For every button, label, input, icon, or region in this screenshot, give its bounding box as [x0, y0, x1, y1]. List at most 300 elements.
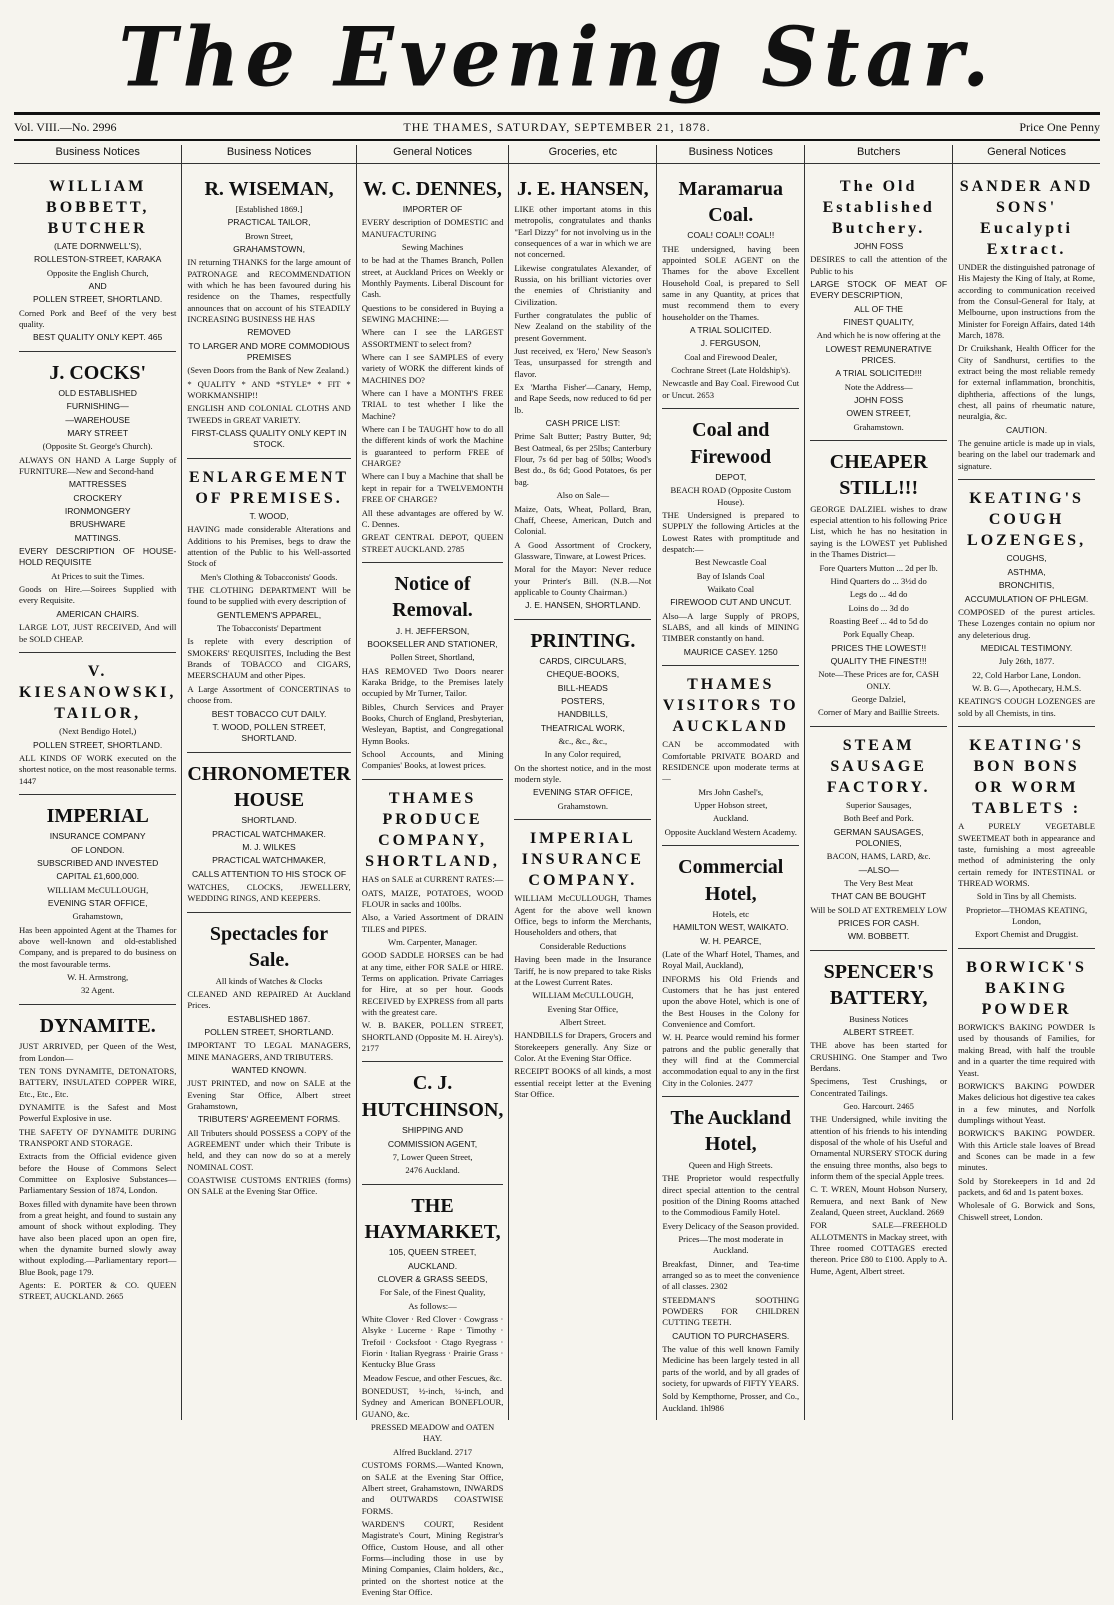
advertisement-text: CLOVER & GRASS SEEDS, — [377, 1274, 488, 1284]
advertisement-text: JOHN FOSS — [854, 394, 904, 405]
advertisement-text: Sold by Kempthorne, Prosser, and Co., Auckland. 1hl986 — [662, 1391, 800, 1413]
advertisement-text: ROLLESTON-STREET, KARAKA — [34, 254, 162, 265]
advertisement-text: * QUALITY * AND *STYLE* * FIT * WORKMANSHIP!! — [187, 378, 351, 401]
advertisement-text: [Established 1869.] — [235, 203, 303, 214]
advertisement-text: DESIRES to call the attention of the Public to his — [810, 254, 948, 276]
advertisement-text: Moral for the Mayor: Never reduce your Printer's Bill. (N.B.—Not applicable to County Chairman.) — [514, 564, 652, 597]
advertisement-text: Coal and Firewood Dealer, — [684, 351, 778, 362]
issue-price: Price One Penny — [1019, 120, 1100, 134]
advertisement-title: IMPERIAL INSURANCE COMPANY. — [521, 830, 644, 890]
advertisement-text: THE Undersigned, while inviting the attention of his friends to his intending disposal of the whole of his Useful and Ornamental NURSERY STOCK during the ensuing three months, also begs to inform them of the special Apple trees. — [810, 1114, 948, 1181]
advertisement-text: Upper Hobson street, — [694, 800, 768, 811]
advertisement-text: Further congratulates the public of New Zealand on the stability of the present Government. — [514, 310, 652, 343]
advertisement-text: TRIBUTERS' AGREEMENT FORMS. — [197, 1114, 341, 1125]
advertisement-text: FINEST QUALITY, — [843, 316, 915, 327]
advertisement-title: WILLIAM BOBBETT, BUTCHER — [46, 177, 150, 237]
advertisement-text: 7, Lower Queen Street, — [392, 1151, 473, 1162]
advertisement-text: SUBSCRIBED AND INVESTED — [37, 857, 159, 868]
advertisement-text: THE CLOTHING DEPARTMENT Will be found to be supplied with every description of — [187, 585, 351, 607]
advertisement-text: Where can I see the LARGEST ASSORTMENT to select from? — [361, 327, 504, 349]
advertisement-title: Notice of Removal. — [392, 572, 473, 622]
advertisement — [187, 915, 350, 1205]
advertisement-text: Is replete with every description of SMOKERS' REQUISITES, Including the Best Brands of TOBACCO and CIGARS, MEERSCHAUM and other Pipes. — [187, 636, 351, 681]
advertisement-title: J. E. HANSEN, — [516, 177, 649, 200]
advertisement-text: EVENING STAR OFFICE, — [47, 898, 148, 909]
advertisement-text: Pork Equally Cheap. — [842, 629, 915, 640]
advertisement-text: Meadow Fescue, and other Fescues, &c. — [363, 1372, 502, 1383]
column-header: Groceries, etc — [509, 145, 656, 164]
advertisement — [662, 170, 799, 410]
advertisement-text: BEACH ROAD (Opposite Custom House). — [670, 485, 792, 507]
advertisement-text: Opposite the English Church, — [46, 267, 149, 278]
advertisement-text: GENTLEMEN'S APPAREL, — [216, 609, 322, 620]
advertisement-text: MATTRESSES — [68, 479, 127, 490]
advertisement-text: MAURICE CASEY. 1250 — [683, 646, 778, 657]
advertisement-text: BORWICK'S BAKING POWDER. With this Article stale loaves of Bread and Scones can be made in a few minutes. — [958, 1128, 1096, 1173]
advertisement-text: 32 Agent. — [80, 985, 115, 996]
advertisement-text: Where can I buy a Machine that shall be kept in repair for a TWELVEMONTH FREE OF CHARGE? — [361, 471, 504, 505]
advertisement-text: Where can I have a MONTH'S FREE TRIAL to test whether I like the Machine? — [361, 388, 504, 421]
advertisement-text: STEEDMAN'S SOOTHING POWDERS FOR CHILDREN CUTTING TEETH. — [662, 1294, 800, 1328]
advertisement-text: ACCUMULATION OF PHLEGM. — [964, 593, 1089, 604]
column-4 — [509, 145, 657, 1420]
advertisement-text: A Large Assortment of CONCERTINAS to choose from. — [187, 683, 351, 706]
advertisement-text: Grahamstown. — [557, 800, 609, 811]
advertisement-text: Roasting Beef ... 4d to 5d do — [829, 615, 928, 626]
advertisement-text: IMPORTER OF — [402, 203, 463, 214]
advertisement-text: CLEANED AND REPAIRED At Auckland Prices. — [187, 988, 351, 1011]
advertisement-text: Maize, Oats, Wheat, Pollard, Bran, Chaff, Cheese, American, Dutch and Colonial. — [514, 503, 652, 537]
advertisement-text: Geo. Harcourt. 2465 — [843, 1100, 914, 1111]
advertisement — [187, 755, 350, 913]
advertisement — [958, 170, 1095, 481]
advertisement-text: SHIPPING AND — [401, 1125, 464, 1136]
advertisement-text: THE SAFETY OF DYNAMITE DURING TRANSPORT AND STORAGE. — [19, 1126, 177, 1148]
advertisement-text: Having been made in the Insurance Tariff, he is now prepared to take Risks at the Lowest Current Rates. — [514, 954, 652, 987]
advertisement-text: 22, Cold Harbor Lane, London. — [972, 669, 1081, 680]
advertisement-text: COMPOSED of the purest articles. These Lozenges contain no opium nor any deleterious drug. — [958, 606, 1096, 640]
advertisement — [810, 443, 947, 727]
advertisement-text: LARGE LOT, JUST RECEIVED, And will be SOLD CHEAP. — [19, 622, 177, 644]
advertisement-text: July 26th, 1877. — [998, 656, 1055, 667]
advertisement-text: THE Proprietor would respectfully direct special attention to the central position of the Dining Rooms attached to the Commodious Family Hotel. — [662, 1173, 800, 1218]
advertisement-text: EVENING STAR OFFICE, — [533, 787, 633, 798]
advertisement-text: OWEN STREET, — [846, 408, 911, 419]
advertisement-text: Considerable Reductions — [539, 940, 626, 951]
advertisement-text: All Tributers should POSSESS a COPY of the AGREEMENT under which their Tribute is held, and they can now do so at a merely NOMINAL COST. — [187, 1127, 351, 1172]
advertisement-text: PRICES FOR CASH. — [838, 918, 920, 929]
advertisement-title: SPENCER'S BATTERY, — [823, 960, 934, 1010]
advertisement-text: Ex 'Martha Fisher'—Canary, Hemp, and Rape Seeds, now reduced to 6d per lb. — [514, 382, 652, 415]
advertisement-text: Waikato Coal — [707, 583, 755, 594]
advertisement-text: OATS, MAIZE, POTATOES, WOOD FLOUR in sacks and 100lbs. — [361, 887, 504, 909]
advertisement-title: CHEAPER STILL!!! — [829, 451, 928, 500]
masthead-rule — [14, 112, 1100, 115]
advertisement-title: THE HAYMARKET, — [364, 1194, 501, 1243]
advertisement-title: THAMES VISITORS TO AUCKLAND — [662, 676, 799, 736]
advertisement-text: POLLEN STREET, SHORTLAND. — [204, 1026, 334, 1037]
column-header: Business Notices — [657, 145, 804, 164]
advertisement-text: INSURANCE COMPANY — [49, 831, 146, 842]
advertisement — [362, 782, 504, 1063]
advertisement-text: HANDBILLS for Drapers, Grocers and Storekeepers generally. Any Size or Color. At the Evening Star Office. — [514, 1030, 652, 1063]
advertisement-text: Just received, ex 'Hero,' New Season's Teas, unsurpassed for strength and flavor. — [514, 346, 652, 379]
advertisement-text: All these advantages are offered by W. C. Dennes. — [361, 507, 504, 529]
column-5 — [657, 145, 805, 1420]
advertisement — [362, 565, 504, 780]
advertisement-text: PRACTICAL WATCHMAKER. — [212, 828, 326, 839]
advertisement-text: Brown Street, — [245, 230, 293, 241]
column-header: General Notices — [357, 145, 509, 164]
advertisement-text: 105, QUEEN STREET, — [388, 1247, 477, 1258]
advertisement-text: Loins do ... 3d do — [848, 602, 909, 613]
advertisement-text: FURNISHING— — [66, 401, 129, 412]
advertisement — [810, 953, 947, 1284]
advertisement-text: 2476 Auckland. — [405, 1165, 460, 1176]
advertisement-text: Auckland. — [712, 813, 749, 824]
column-header: Butchers — [805, 145, 952, 164]
advertisement-text: T. WOOD, POLLEN STREET, SHORTLAND. — [212, 721, 326, 744]
advertisement-text: RECEIPT BOOKS of all kinds, a most essential receipt letter at the Evening Star Office. — [514, 1066, 652, 1099]
advertisement-text: JUST PRINTED, and now on SALE at the Evening Star Office, Albert street Grahamstown, — [187, 1078, 351, 1111]
advertisement-text: CAUTION. — [1006, 424, 1048, 435]
column-header: Business Notices — [182, 145, 355, 164]
issue-date: THE THAMES, SATURDAY, SEPTEMBER 21, 1878. — [403, 120, 711, 134]
advertisement-text: Evening Star Office, — [547, 1003, 619, 1014]
advertisement-text: A TRIAL SOLICITED!!! — [835, 368, 922, 379]
advertisement-text: T. WOOD, — [249, 511, 289, 521]
advertisement-text: Dr Cruikshank, Health Officer for the City of Sandhurst, certifies to the extract being the most reliable remedy for external inflammation, bronchitis, diphtheria, affections of the lungs, chest, all pains of rheumatic nature, neuralgia, &c. — [958, 343, 1096, 422]
column-2 — [182, 145, 356, 1420]
advertisement-title: STEAM SAUSAGE FACTORY. — [826, 736, 931, 796]
advertisement-text: Corned Pork and Beef of the very best quality. — [19, 307, 177, 329]
advertisement-text: ALL KINDS OF WORK executed on the shortest notice, on the most reasonable terms. 1447 — [19, 752, 177, 786]
advertisement-text: Pollen Street, Shortland, — [390, 652, 475, 663]
advertisement-text: The Tobacconists' Department — [216, 623, 322, 634]
advertisement-text: CARDS, CIRCULARS, — [539, 655, 627, 666]
advertisement-text: Every Delicacy of the Season provided. — [662, 1220, 799, 1231]
newspaper-title: The Evening Star. — [118, 9, 996, 106]
advertisement-title: J. COCKS' — [49, 361, 147, 384]
advertisement-text: BORWICK'S BAKING POWDER Is used by thousands of Families, for making Bread, with half the trouble and in a quarter the time required with Yeast. — [958, 1022, 1096, 1078]
advertisement-text: Sewing Machines — [401, 241, 464, 252]
advertisement-text: Proprietor—THOMAS KEATING, London, — [965, 904, 1088, 927]
advertisement-title: ENLARGEMENT OF PREMISES. — [188, 468, 350, 507]
advertisement-text: CROCKERY — [73, 492, 122, 503]
advertisement-text: At Prices to suit the Times. — [51, 570, 145, 581]
advertisement-text: THE undersigned, having been appointed SOLE AGENT on the Thames for the above Excellent Household Coal, is prepared to Sell same in any Quantity, at prices that must recommend them to every householder on the Thames. — [662, 243, 800, 322]
advertisement-text: PRACTICAL WATCHMAKER, — [212, 855, 326, 866]
advertisement-text: POLLEN STREET, SHORTLAND. — [33, 294, 163, 305]
advertisement — [662, 848, 799, 1097]
advertisement-text: ALL OF THE — [854, 303, 904, 314]
advertisement-text: MARY STREET — [67, 428, 129, 439]
advertisement-text: Bay of Islands Coal — [696, 570, 765, 581]
advertisement-text: Grahamstown, — [72, 911, 123, 922]
advertisement-text: Fore Quarters Mutton ... 2d per lb. — [819, 562, 938, 573]
advertisement-text: EVERY description of DOMESTIC and MANUFACTURING — [361, 217, 504, 239]
advertisement-text: WARDEN'S COURT, Resident Magistrate's Court, Mining Registrar's Office, Custom House, and all other Forms—including those in use by Mining Companies, Claim holders, &c., printed on the shortest notice at the Evening Star Office. — [361, 1518, 504, 1597]
advertisement-text: M. J. WILKES — [242, 842, 296, 852]
advertisement-text: Superior Sausages, — [845, 799, 912, 810]
advertisement-text: Legs do ... 4d do — [849, 589, 908, 600]
advertisement-text: POSTERS, — [561, 696, 605, 707]
advertisement-text: J. H. JEFFERSON, — [395, 625, 470, 636]
advertisement-text: W. B. G—, Apothecary, H.M.S. — [971, 682, 1082, 693]
advertisement — [662, 411, 799, 666]
advertisement-text: Hind Quarters do ... 3½d do — [830, 575, 927, 586]
advertisement-text: Also—A large Supply of PROPS, SLABS, and all kinds of MINING TIMBER constantly on hand. — [662, 610, 800, 644]
advertisement-text: Bibles, Church Services and Prayer Books, Church of England, Presbyterian, Wesleyan, Baptist, and Congregational Hymn Books. — [361, 701, 504, 746]
advertisement-text: CALLS ATTENTION TO HIS STOCK OF — [191, 868, 347, 879]
advertisement-text: ALWAYS ON HAND A Large Supply of FURNITURE—New and Second-hand — [19, 454, 177, 477]
advertisement-title: C. J. HUTCHINSON, — [361, 1072, 504, 1121]
advertisement-text: PRESSED MEADOW and OATEN HAY. — [370, 1422, 495, 1444]
advertisement — [514, 822, 651, 1107]
advertisement-title: BORWICK'S BAKING POWDER — [966, 958, 1087, 1019]
advertisement-text: Boxes filled with dynamite have been thrown from a great height, and found to sustain any amount of shock without exploding. They have also been placed upon an open fire, when the dynamite burned slowly away without exploding.—Parliamentary report—Blue Book, page 179. — [19, 1198, 177, 1277]
advertisement-title: R. WISEMAN, — [204, 177, 334, 200]
advertisement — [514, 170, 651, 620]
advertisement-text: MEDICAL TESTIMONY. — [980, 642, 1073, 653]
advertisement — [662, 668, 799, 846]
advertisement-text: IRONMONGERY — [64, 506, 131, 517]
advertisement-text: Extracts from the Official evidence given before the House of Commons Select Committee on Explosive Substances—Parliamentary Session of 1874, London. — [19, 1151, 177, 1196]
advertisement-text: Also, a Varied Assortment of DRAIN TILES and PIPES. — [361, 912, 504, 934]
advertisement-title: KEATING'S BON BONS OR WORM TABLETS : — [969, 736, 1084, 818]
advertisement-text: WANTED KNOWN. — [231, 1064, 307, 1075]
advertisement-text: THE Undersigned is prepared to SUPPLY the following Articles at the Lowest Rates with promptitude and despatch:— — [662, 509, 800, 554]
advertisement — [19, 354, 176, 653]
advertisement-text: The Very Best Meat — [844, 878, 914, 889]
advertisement-text: White Clover · Red Clover · Cowgrass · Alsyke · Lucerne · Rape · Timothy · Trefoil · Cocksfoot · Ctago Ryegrass · Fiorin · Italian Ryegrass · Prairie Grass · Kentucky Blue Grass — [361, 1314, 504, 1370]
advertisement — [362, 170, 504, 563]
advertisement-title: W. C. DENNES, — [363, 177, 502, 200]
advertisement-text: COMMISSION AGENT, — [387, 1138, 478, 1149]
advertisement-text: PRACTICAL TAILOR, — [227, 217, 311, 228]
advertisement-text: A PURELY VEGETABLE SWEETMEAT both in appearance and taste, furnishing a most agreeable method of administering the only certain remedy for INTESTINAL or THREAD WORMS. — [958, 821, 1096, 889]
advertisement-text: CAPITAL £1,600,000. — [56, 871, 139, 882]
advertisement-text: BILL-HEADS — [557, 682, 608, 693]
column-grid — [14, 145, 1100, 1597]
advertisement-text: School Accounts, and Mining Companies' Books, at lowest prices. — [361, 749, 504, 771]
advertisement-text: WILLIAM McCULLOUGH, — [532, 990, 634, 1001]
masthead — [20, 6, 1094, 110]
advertisement-text: FIRST-CLASS QUALITY ONLY KEPT IN STOCK. — [191, 428, 347, 450]
advertisement-text: —ALSO— — [858, 864, 899, 875]
advertisement-text: (Late of the Wharf Hotel, Thames, and Royal Mail, Auckland), — [662, 948, 800, 971]
advertisement-text: On the shortest notice, and in the most modern style. — [514, 762, 652, 785]
advertisement-text: WILLIAM McCULLOUGH, Thames Agent for the above well known Office, begs to inform the Merchants, Householders and others, that — [514, 893, 652, 938]
advertisement-text: Albert Street. — [559, 1016, 606, 1027]
advertisement-text: JUST ARRIVED, per Queen of the West, from London— — [19, 1041, 177, 1063]
advertisement-text: to be had at the Thames Branch, Pollen street, at Auckland Prices on Weekly or Monthly Payments. Liberal Discount for Cash. — [361, 255, 504, 300]
advertisement-text: W. H. Armstrong, — [67, 972, 129, 983]
advertisement-text: Corner of Mary and Baillie Streets. — [818, 707, 940, 718]
advertisement-text: GREAT CENTRAL DEPOT, QUEEN STREET AUCKLAND. 2785 — [361, 532, 504, 554]
advertisement-text: As follows:— — [408, 1300, 457, 1311]
advertisement-text: GOOD SADDLE HORSES can be had at any time, either FOR SALE or HIRE. Terms on application. Private Carriages for Hire, at so per hour. Goods RECEIVED by EXPRESS from all parts with the greatest care. — [361, 950, 504, 1017]
advertisement-title: Maramarua Coal. — [678, 177, 783, 226]
advertisement-text: Mrs John Cashel's, — [698, 786, 764, 797]
advertisement-text: BONEDUST, ½-inch, ¼-inch, and Sydney and American BONEFLOUR, GUANO, &c. — [361, 1386, 504, 1419]
advertisement — [958, 951, 1095, 1230]
advertisement-text: W. H. Pearce would remind his former patrons and the public generally that they will find at the Commercial accommodation equal to any in the first City in the Colonies. 2477 — [662, 1032, 800, 1088]
advertisement-text: DEPOT, — [715, 471, 747, 482]
advertisement-text: —WAREHOUSE — [65, 414, 130, 425]
advertisement-text: Also on Sale— — [556, 490, 610, 501]
dateline-rule — [14, 139, 1100, 141]
advertisement-text: Men's Clothing & Tobacconists' Goods. — [200, 571, 338, 582]
advertisement — [958, 482, 1095, 727]
advertisement-text: Goods on Hire.—Soirees Supplied with every Requisite. — [19, 584, 177, 606]
advertisement-text: JOHN FOSS — [854, 240, 904, 251]
advertisement-text: HAVING made considerable Alterations and Additions to his Premises, begs to draw the attention of the Public to his Well-assorted Stock of — [187, 524, 351, 569]
advertisement — [19, 170, 176, 352]
advertisement-text: HAS REMOVED Two Doors nearer Karaka Bridge, to the Premises lately occupied by Mr Turner, Tailor. — [361, 665, 504, 699]
advertisement-text: Specimens, Test Crushings, or Concentrated Tailings. — [810, 1076, 948, 1098]
advertisement-text: COASTWISE CUSTOMS ENTRIES (forms) ON SALE at the Evening Star Office. — [187, 1175, 351, 1197]
advertisement-text: A TRIAL SOLICITED. — [689, 325, 772, 336]
advertisement — [187, 461, 350, 753]
advertisement-text: Sold by Storekeepers in 1d and 2d packets, and 6d and 1s patent boxes. — [958, 1175, 1096, 1197]
advertisement-text: THE above has been started for CRUSHING. One Stamper and Two Berdans. — [810, 1040, 948, 1073]
advertisement-text: ASTHMA, — [1007, 566, 1046, 577]
advertisement-text: Business Notices — [849, 1013, 909, 1024]
advertisement-text: UNDER the distinguished patronage of His Majesty the King of Italy, at Rome, according to communication received from the Consul-General for Italy, at Melbourne, upon instructions from the Minister for Foreign Affairs, dated 14th March, 1878. — [958, 261, 1096, 341]
column-header: Business Notices — [14, 145, 181, 164]
advertisement-text: HAMILTON WEST, WAIKATO. — [672, 922, 789, 933]
advertisement-text: Questions to be considered in Buying a SEWING MACHINE:— — [361, 302, 504, 324]
advertisement-title: THAMES PRODUCE COMPANY, SHORTLAND, — [365, 789, 500, 871]
advertisement-text: Sold in Tins by all Chemists. — [976, 891, 1077, 902]
advertisement-text: OLD ESTABLISHED — [58, 387, 137, 398]
advertisement-text: BEST QUALITY ONLY KEPT. 465 — [33, 332, 163, 343]
advertisement-text: Hotels, etc — [712, 908, 750, 919]
advertisement-text: THEATRICAL WORK, — [540, 722, 625, 733]
advertisement-text: The genuine article is made up in vials, bearing on the label our trademark and signature. — [958, 438, 1096, 471]
advertisement-text: IMPORTANT TO LEGAL MANAGERS, MINE MANAGERS, AND TRIBUTERS. — [187, 1040, 351, 1062]
column-6 — [805, 145, 953, 1420]
advertisement — [810, 170, 947, 441]
advertisement-text: LIKE other important atoms in this metropolis, congratulates and thanks "Earl Dizzy" for not involving us in the consequences of a war in which we are not concerned. — [514, 203, 652, 260]
advertisement-text: FOR SALE—FREEHOLD ALLOTMENTS in Mackay street, with Three roomed COTTAGES erected thereon. Price £80 to £100. Apply to A. Hume, Agent, Albert street. — [810, 1220, 948, 1276]
advertisement-text: BORWICK'S BAKING POWDER Makes delicious hot digestive tea cakes in a few minutes, and Norfolk dumplings without Yeast. — [958, 1080, 1096, 1125]
column-header: General Notices — [953, 145, 1100, 164]
advertisement-text: Alfred Buckland. 2717 — [393, 1446, 473, 1457]
advertisement-text: George Dalziel, — [851, 693, 906, 704]
advertisement-text: IN returning THANKS for the large amount of PATRONAGE and RECOMMENDATION with which he has been favoured during his residence on the Thames, respectfully announces that on account of his STEADILY INCREASING BUSINESS HE HAS — [187, 257, 351, 324]
advertisement-title: Spectacles for Sale. — [209, 922, 329, 972]
advertisement-text: W. H. PEARCE, — [700, 935, 762, 946]
advertisement — [19, 655, 176, 795]
advertisement-text: Agents: E. PORTER & CO. QUEEN STREET, AUCKLAND. 2665 — [19, 1280, 177, 1302]
advertisement-text: Wholesale of G. Borwick and Sons, Chiswell street, London. — [958, 1200, 1096, 1222]
advertisement-text: ESTABLISHED 1867. — [227, 1013, 311, 1024]
advertisement — [187, 170, 350, 459]
advertisement-text: (Seven Doors from the Bank of New Zealand.) — [187, 365, 349, 376]
advertisement-text: CAUTION TO PURCHASERS. — [672, 1330, 790, 1341]
advertisement-text: PRICES THE LOWEST!! — [831, 642, 927, 653]
advertisement-text: BRONCHITIS, — [998, 580, 1055, 591]
advertisement-text: QUALITY THE FINEST!!! — [830, 655, 927, 666]
advertisement-text: And which he is now offering at the — [816, 330, 941, 341]
advertisement-title: The Old Established Butchery. — [822, 177, 935, 237]
advertisement-text: Prime Salt Butter; Pastry Butter, 9d; Best Oatmeal, 6s per 25lbs; Canterbury Flour, 7s 6d per bag of 50lbs; Wood's Best do., 8s 6d; Good Potatoes, 6s per bag. — [514, 431, 652, 487]
advertisement-text: DYNAMITE is the Safest and Most Powerful Explosive in use. — [19, 1101, 177, 1124]
advertisement-text: Breakfast, Dinner, and Tea-time arranged so as to meet the convenience of all classes. 2302 — [662, 1258, 800, 1292]
volume-number: Vol. VIII.—No. 2996 — [14, 120, 117, 134]
advertisement — [362, 1187, 504, 1605]
advertisement-text: Export Chemist and Druggist. — [975, 929, 1079, 940]
advertisement-title: Coal and Firewood — [690, 419, 772, 468]
dateline — [14, 120, 1100, 138]
advertisement — [362, 1064, 504, 1184]
advertisement-text: WM. BOBBETT. — [847, 931, 910, 942]
advertisement-text: LARGE STOCK OF MEAT OF EVERY DESCRIPTION, — [810, 278, 948, 301]
advertisement-text: Both Beef and Pork. — [843, 813, 914, 824]
advertisement-text: For Sale, of the Finest Quality, — [379, 1287, 486, 1298]
advertisement-text: CHEQUE-BOOKS, — [546, 669, 620, 680]
advertisement-text: Note the Address— — [844, 381, 913, 392]
advertisement — [662, 1099, 799, 1421]
advertisement-text: BOOKSELLER AND STATIONER, — [367, 639, 498, 649]
advertisement-text: Note—These Prices are for, CASH ONLY. — [818, 669, 939, 691]
advertisement-title: The Auckland Hotel, — [670, 1107, 792, 1156]
advertisement-text: WILLIAM McCULLOUGH, — [47, 884, 149, 895]
advertisement-title: SANDER AND SONS' Eucalypti Extract. — [959, 177, 1094, 258]
column-7 — [953, 145, 1100, 1420]
advertisement-text: Will be SOLD AT EXTREMELY LOW — [810, 904, 947, 915]
advertisement-text: ALBERT STREET. — [843, 1026, 915, 1037]
advertisement-text: Likewise congratulates Alexander, of Russia, on his brilliant victories over the enemies of Christianity and Civilization. — [514, 262, 652, 307]
advertisement-text: &c., &c., &c., — [558, 736, 608, 747]
advertisement-text: REMOVED — [247, 327, 291, 338]
advertisement-text: CAN be accommodated with Comfortable PRIVATE BOARD and RESIDENCE upon moderate terms at— — [662, 739, 800, 784]
advertisement-text: BRUSHWARE — [69, 519, 126, 530]
advertisement-text: COAL! COAL!! COAL!! — [687, 230, 775, 241]
advertisement-text: Newcastle and Bay Coal. Firewood Cut or Uncut. 2653 — [662, 378, 800, 400]
advertisement-text: WATCHES, CLOCKS, JEWELLERY, WEDDING RINGS, AND KEEPERS. — [187, 882, 351, 904]
advertisement-text: (LATE DORNWELL'S), — [53, 240, 142, 251]
advertisement — [514, 622, 651, 821]
advertisement-text: Best Newcastle Coal — [694, 557, 767, 568]
advertisement-text: FIREWOOD CUT AND UNCUT. — [670, 597, 792, 608]
advertisement-text: (Next Bendigo Hotel,) — [59, 726, 137, 737]
advertisement-text: J. FERGUSON, — [700, 338, 761, 349]
advertisement-text: SHORTLAND. — [241, 815, 297, 826]
advertisement-text: KEATING'S COUGH LOZENGES are sold by all Chemists, in tins. — [958, 696, 1096, 718]
advertisement-text: POLLEN STREET, SHORTLAND. — [33, 739, 163, 750]
advertisement — [810, 729, 947, 951]
advertisement-text: Where can I be TAUGHT how to do all the different kinds of work the Machine is guaranteed to perform FREE of CHARGE? — [361, 424, 504, 469]
advertisement-text: J. E. HANSEN, SHORTLAND. — [525, 600, 641, 611]
advertisement-text: All kinds of Watches & Clocks — [215, 975, 323, 986]
advertisement-text: HANDBILLS, — [557, 709, 608, 720]
advertisement-text: BEST TOBACCO CUT DAILY. — [211, 708, 327, 719]
advertisement-text: W. B. BAKER, POLLEN STREET, SHORTLAND (Opposite M. H. Airey's). 2177 — [361, 1020, 504, 1054]
advertisement-text: Cochrane Street (Late Holdship's). — [671, 365, 791, 376]
advertisement-text: GRAHAMSTOWN, — [233, 243, 305, 254]
advertisement-text: Has been appointed Agent at the Thames for above well-known and old-established Company, and is prepared to do business on the most favourable terms. — [19, 924, 177, 969]
advertisement — [19, 797, 176, 1005]
advertisement-title: DYNAMITE. — [39, 1014, 156, 1037]
column-3 — [357, 145, 510, 1597]
advertisement-text: Wm. Carpenter, Manager. — [387, 936, 478, 947]
column-1 — [14, 145, 182, 1420]
advertisement-text: TO LARGER AND MORE COMMODIOUS PREMISES — [188, 340, 350, 363]
advertisement-text: HAS on SALE at CURRENT RATES:— — [361, 874, 504, 885]
